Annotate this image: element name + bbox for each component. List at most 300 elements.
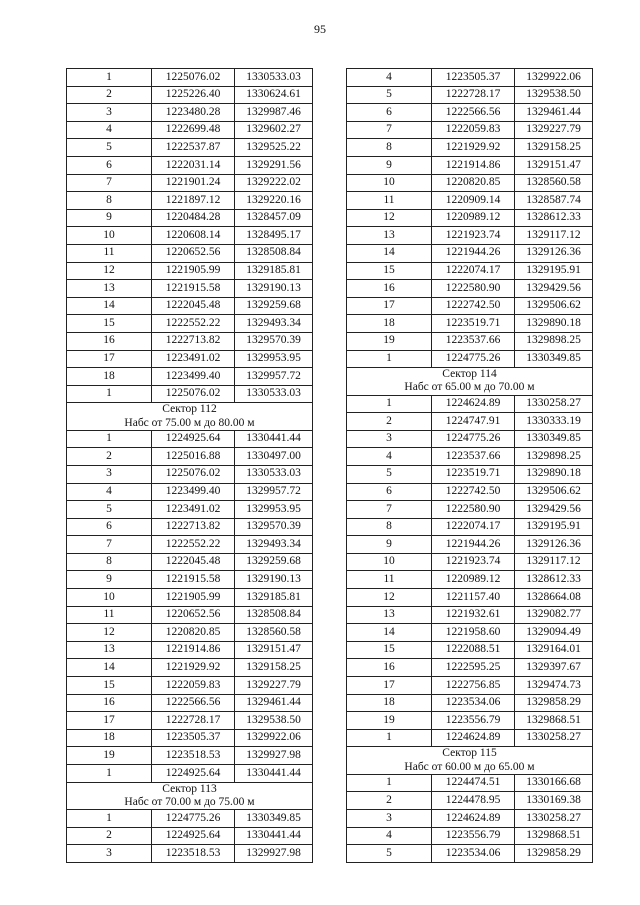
point-number-cell: 3 xyxy=(67,104,152,122)
x-coordinate-cell: 1221923.74 xyxy=(432,553,515,571)
x-coordinate-cell: 1221932.61 xyxy=(432,606,515,624)
sector-title: Сектор 112 xyxy=(162,403,217,416)
table-row xyxy=(347,845,593,863)
point-number-cell: 13 xyxy=(347,606,432,624)
point-number-cell: 1 xyxy=(347,350,432,368)
point-number-cell: 3 xyxy=(347,810,432,828)
table-row xyxy=(67,192,313,210)
table-row xyxy=(347,121,593,139)
point-number-cell: 2 xyxy=(67,86,152,104)
sector-header xyxy=(347,368,593,395)
table-row xyxy=(67,465,313,483)
x-coordinate-cell: 1223491.02 xyxy=(152,350,235,368)
table-row xyxy=(347,553,593,571)
table-row xyxy=(67,571,313,589)
table-row xyxy=(347,280,593,298)
y-coordinate-cell: 1330533.03 xyxy=(235,465,313,483)
x-coordinate-cell: 1221915.58 xyxy=(152,280,235,298)
y-coordinate-cell: 1329126.36 xyxy=(515,536,593,554)
point-number-cell: 3 xyxy=(67,465,152,483)
table-row xyxy=(67,104,313,122)
table-row xyxy=(347,659,593,677)
y-coordinate-cell: 1329987.46 xyxy=(235,104,313,122)
point-number-cell: 2 xyxy=(347,413,432,431)
y-coordinate-cell: 1330349.85 xyxy=(235,810,313,828)
point-number-cell: 5 xyxy=(347,845,432,863)
y-coordinate-cell: 1329185.81 xyxy=(235,589,313,607)
x-coordinate-cell: 1220608.14 xyxy=(152,227,235,245)
x-coordinate-cell: 1223480.28 xyxy=(152,104,235,122)
point-number-cell: 14 xyxy=(67,659,152,677)
x-coordinate-cell: 1225226.40 xyxy=(152,86,235,104)
sector-header-row xyxy=(67,782,313,809)
point-number-cell: 9 xyxy=(347,156,432,174)
table-row xyxy=(347,589,593,607)
y-coordinate-cell: 1329220.16 xyxy=(235,192,313,210)
x-coordinate-cell: 1223518.53 xyxy=(152,845,235,863)
y-coordinate-cell: 1329126.36 xyxy=(515,244,593,262)
table-row xyxy=(67,244,313,262)
y-coordinate-cell: 1329570.39 xyxy=(235,518,313,536)
table-row xyxy=(347,774,593,792)
y-coordinate-cell: 1330349.85 xyxy=(515,430,593,448)
table-row xyxy=(67,501,313,519)
y-coordinate-cell: 1329082.77 xyxy=(515,606,593,624)
table-row xyxy=(347,227,593,245)
y-coordinate-cell: 1330441.44 xyxy=(235,430,313,448)
table-row xyxy=(347,501,593,519)
point-number-cell: 3 xyxy=(67,845,152,863)
x-coordinate-cell: 1222031.14 xyxy=(152,156,235,174)
point-number-cell: 3 xyxy=(347,430,432,448)
table-row xyxy=(67,350,313,368)
table-row xyxy=(347,86,593,104)
table-row xyxy=(347,518,593,536)
sector-title: Сектор 114 xyxy=(442,368,497,381)
table-row xyxy=(347,712,593,730)
x-coordinate-cell: 1224925.64 xyxy=(152,827,235,845)
point-number-cell: 18 xyxy=(347,315,432,333)
table-row xyxy=(67,765,313,783)
table-row xyxy=(347,483,593,501)
sector-header-row xyxy=(347,747,593,774)
y-coordinate-cell: 1330497.00 xyxy=(235,448,313,466)
point-number-cell: 4 xyxy=(67,121,152,139)
table-row xyxy=(347,315,593,333)
x-coordinate-cell: 1222699.48 xyxy=(152,121,235,139)
x-coordinate-cell: 1222595.25 xyxy=(432,659,515,677)
point-number-cell: 18 xyxy=(67,729,152,747)
point-number-cell: 15 xyxy=(67,677,152,695)
point-number-cell: 7 xyxy=(67,536,152,554)
x-coordinate-cell: 1225016.88 xyxy=(152,448,235,466)
sector-height-range: Набс от 60.00 м до 65.00 м xyxy=(404,760,535,773)
point-number-cell: 12 xyxy=(67,262,152,280)
point-number-cell: 5 xyxy=(67,501,152,519)
y-coordinate-cell: 1329195.91 xyxy=(515,518,593,536)
y-coordinate-cell: 1329890.18 xyxy=(515,315,593,333)
x-coordinate-cell: 1220909.14 xyxy=(432,192,515,210)
x-coordinate-cell: 1222537.87 xyxy=(152,139,235,157)
point-number-cell: 1 xyxy=(347,395,432,413)
table-row xyxy=(67,280,313,298)
table-row xyxy=(347,729,593,747)
point-number-cell: 1 xyxy=(67,385,152,403)
x-coordinate-cell: 1224775.26 xyxy=(432,430,515,448)
table-row xyxy=(67,86,313,104)
point-number-cell: 12 xyxy=(347,589,432,607)
y-coordinate-cell: 1329953.95 xyxy=(235,350,313,368)
point-number-cell: 4 xyxy=(67,483,152,501)
y-coordinate-cell: 1329506.62 xyxy=(515,297,593,315)
point-number-cell: 5 xyxy=(67,139,152,157)
x-coordinate-cell: 1222756.85 xyxy=(432,677,515,695)
point-number-cell: 17 xyxy=(347,677,432,695)
x-coordinate-cell: 1221905.99 xyxy=(152,262,235,280)
y-coordinate-cell: 1328508.84 xyxy=(235,244,313,262)
table-row xyxy=(347,244,593,262)
y-coordinate-cell: 1329461.44 xyxy=(515,104,593,122)
table-row xyxy=(67,297,313,315)
y-coordinate-cell: 1329190.13 xyxy=(235,571,313,589)
table-row xyxy=(347,69,593,87)
x-coordinate-cell: 1224624.89 xyxy=(432,810,515,828)
coordinates-table-right xyxy=(346,68,593,863)
point-number-cell: 11 xyxy=(67,244,152,262)
x-coordinate-cell: 1221929.92 xyxy=(152,659,235,677)
point-number-cell: 1 xyxy=(67,430,152,448)
y-coordinate-cell: 1329117.12 xyxy=(515,227,593,245)
y-coordinate-cell: 1329291.56 xyxy=(235,156,313,174)
table-row xyxy=(67,332,313,350)
point-number-cell: 11 xyxy=(347,571,432,589)
x-coordinate-cell: 1221944.26 xyxy=(432,536,515,554)
y-coordinate-cell: 1329957.72 xyxy=(235,368,313,386)
y-coordinate-cell: 1329858.29 xyxy=(515,694,593,712)
x-coordinate-cell: 1222552.22 xyxy=(152,536,235,554)
x-coordinate-cell: 1223534.06 xyxy=(432,694,515,712)
y-coordinate-cell: 1329538.50 xyxy=(235,712,313,730)
y-coordinate-cell: 1330533.03 xyxy=(235,385,313,403)
sector-height-range: Набс от 70.00 м до 75.00 м xyxy=(124,795,255,808)
y-coordinate-cell: 1328612.33 xyxy=(515,571,593,589)
table-row xyxy=(347,536,593,554)
table-row xyxy=(347,262,593,280)
x-coordinate-cell: 1222045.48 xyxy=(152,553,235,571)
point-number-cell: 8 xyxy=(347,139,432,157)
table-row xyxy=(67,315,313,333)
table-row xyxy=(67,827,313,845)
point-number-cell: 7 xyxy=(347,121,432,139)
point-number-cell: 12 xyxy=(347,209,432,227)
y-coordinate-cell: 1328560.58 xyxy=(235,624,313,642)
point-number-cell: 1 xyxy=(67,765,152,783)
table-row xyxy=(347,810,593,828)
x-coordinate-cell: 1223518.53 xyxy=(152,747,235,765)
x-coordinate-cell: 1223556.79 xyxy=(432,712,515,730)
x-coordinate-cell: 1224624.89 xyxy=(432,729,515,747)
table-row xyxy=(67,589,313,607)
point-number-cell: 2 xyxy=(67,827,152,845)
table-row xyxy=(67,606,313,624)
table-row xyxy=(67,448,313,466)
y-coordinate-cell: 1330258.27 xyxy=(515,729,593,747)
y-coordinate-cell: 1330166.68 xyxy=(515,774,593,792)
x-coordinate-cell: 1221915.58 xyxy=(152,571,235,589)
table-row xyxy=(347,448,593,466)
x-coordinate-cell: 1222728.17 xyxy=(432,86,515,104)
sector-title: Сектор 113 xyxy=(162,782,217,795)
x-coordinate-cell: 1223491.02 xyxy=(152,501,235,519)
y-coordinate-cell: 1330333.19 xyxy=(515,413,593,431)
point-number-cell: 18 xyxy=(347,694,432,712)
point-number-cell: 6 xyxy=(67,156,152,174)
x-coordinate-cell: 1222742.50 xyxy=(432,297,515,315)
x-coordinate-cell: 1221914.86 xyxy=(152,641,235,659)
x-coordinate-cell: 1223499.40 xyxy=(152,483,235,501)
point-number-cell: 5 xyxy=(347,465,432,483)
y-coordinate-cell: 1330169.38 xyxy=(515,792,593,810)
table-row xyxy=(67,174,313,192)
x-coordinate-cell: 1224747.91 xyxy=(432,413,515,431)
x-coordinate-cell: 1222059.83 xyxy=(152,677,235,695)
sector-title: Сектор 115 xyxy=(442,747,497,760)
y-coordinate-cell: 1329506.62 xyxy=(515,483,593,501)
x-coordinate-cell: 1223519.71 xyxy=(432,315,515,333)
point-number-cell: 1 xyxy=(347,774,432,792)
x-coordinate-cell: 1223519.71 xyxy=(432,465,515,483)
y-coordinate-cell: 1328508.84 xyxy=(235,606,313,624)
x-coordinate-cell: 1224925.64 xyxy=(152,430,235,448)
x-coordinate-cell: 1221897.12 xyxy=(152,192,235,210)
x-coordinate-cell: 1221929.92 xyxy=(432,139,515,157)
y-coordinate-cell: 1330533.03 xyxy=(235,69,313,87)
x-coordinate-cell: 1222088.51 xyxy=(432,641,515,659)
point-number-cell: 10 xyxy=(67,227,152,245)
x-coordinate-cell: 1221944.26 xyxy=(432,244,515,262)
sector-header-row xyxy=(347,368,593,395)
x-coordinate-cell: 1222742.50 xyxy=(432,483,515,501)
table-row xyxy=(347,624,593,642)
point-number-cell: 15 xyxy=(67,315,152,333)
point-number-cell: 13 xyxy=(67,280,152,298)
table-row xyxy=(67,729,313,747)
y-coordinate-cell: 1329570.39 xyxy=(235,332,313,350)
point-number-cell: 15 xyxy=(347,641,432,659)
point-number-cell: 12 xyxy=(67,624,152,642)
table-row xyxy=(67,624,313,642)
x-coordinate-cell: 1222074.17 xyxy=(432,518,515,536)
table-row xyxy=(347,606,593,624)
point-number-cell: 13 xyxy=(347,227,432,245)
x-coordinate-cell: 1223556.79 xyxy=(432,827,515,845)
y-coordinate-cell: 1329429.56 xyxy=(515,280,593,298)
y-coordinate-cell: 1329953.95 xyxy=(235,501,313,519)
y-coordinate-cell: 1329461.44 xyxy=(235,694,313,712)
x-coordinate-cell: 1220652.56 xyxy=(152,244,235,262)
x-coordinate-cell: 1223537.66 xyxy=(432,448,515,466)
y-coordinate-cell: 1330258.27 xyxy=(515,810,593,828)
table-row xyxy=(347,694,593,712)
y-coordinate-cell: 1329538.50 xyxy=(515,86,593,104)
y-coordinate-cell: 1329922.06 xyxy=(515,69,593,87)
y-coordinate-cell: 1329927.98 xyxy=(235,747,313,765)
x-coordinate-cell: 1222059.83 xyxy=(432,121,515,139)
y-coordinate-cell: 1330258.27 xyxy=(515,395,593,413)
point-number-cell: 17 xyxy=(67,350,152,368)
table-row xyxy=(67,659,313,677)
table-row xyxy=(67,227,313,245)
y-coordinate-cell: 1329868.51 xyxy=(515,712,593,730)
x-coordinate-cell: 1223537.66 xyxy=(432,332,515,350)
y-coordinate-cell: 1329195.91 xyxy=(515,262,593,280)
point-number-cell: 2 xyxy=(67,448,152,466)
y-coordinate-cell: 1329397.67 xyxy=(515,659,593,677)
x-coordinate-cell: 1225076.02 xyxy=(152,385,235,403)
point-number-cell: 5 xyxy=(347,86,432,104)
y-coordinate-cell: 1328664.08 xyxy=(515,589,593,607)
x-coordinate-cell: 1220989.12 xyxy=(432,571,515,589)
point-number-cell: 19 xyxy=(347,332,432,350)
table-row xyxy=(347,209,593,227)
point-number-cell: 9 xyxy=(67,209,152,227)
table-row xyxy=(347,297,593,315)
point-number-cell: 10 xyxy=(347,553,432,571)
table-row xyxy=(347,104,593,122)
x-coordinate-cell: 1222045.48 xyxy=(152,297,235,315)
point-number-cell: 1 xyxy=(347,729,432,747)
table-row xyxy=(67,139,313,157)
sector-header-row xyxy=(67,403,313,430)
y-coordinate-cell: 1329898.25 xyxy=(515,332,593,350)
sector-header xyxy=(67,403,313,430)
x-coordinate-cell: 1223505.37 xyxy=(432,69,515,87)
point-number-cell: 14 xyxy=(347,624,432,642)
x-coordinate-cell: 1224478.95 xyxy=(432,792,515,810)
y-coordinate-cell: 1329094.49 xyxy=(515,624,593,642)
table-row xyxy=(347,827,593,845)
table-row xyxy=(347,571,593,589)
point-number-cell: 9 xyxy=(67,571,152,589)
y-coordinate-cell: 1330349.85 xyxy=(515,350,593,368)
y-coordinate-cell: 1329158.25 xyxy=(235,659,313,677)
y-coordinate-cell: 1329868.51 xyxy=(515,827,593,845)
x-coordinate-cell: 1220820.85 xyxy=(432,174,515,192)
table-row xyxy=(347,395,593,413)
point-number-cell: 18 xyxy=(67,368,152,386)
y-coordinate-cell: 1329922.06 xyxy=(235,729,313,747)
table-row xyxy=(347,641,593,659)
point-number-cell: 6 xyxy=(67,518,152,536)
point-number-cell: 13 xyxy=(67,641,152,659)
point-number-cell: 8 xyxy=(67,192,152,210)
x-coordinate-cell: 1222713.82 xyxy=(152,518,235,536)
table-row xyxy=(67,430,313,448)
table-row xyxy=(67,641,313,659)
y-coordinate-cell: 1328587.74 xyxy=(515,192,593,210)
table-row xyxy=(347,174,593,192)
x-coordinate-cell: 1221914.86 xyxy=(432,156,515,174)
y-coordinate-cell: 1329898.25 xyxy=(515,448,593,466)
y-coordinate-cell: 1328560.58 xyxy=(515,174,593,192)
table-row xyxy=(67,553,313,571)
x-coordinate-cell: 1220820.85 xyxy=(152,624,235,642)
point-number-cell: 11 xyxy=(347,192,432,210)
y-coordinate-cell: 1329858.29 xyxy=(515,845,593,863)
y-coordinate-cell: 1329525.22 xyxy=(235,139,313,157)
point-number-cell: 16 xyxy=(67,332,152,350)
table-row xyxy=(347,792,593,810)
point-number-cell: 8 xyxy=(67,553,152,571)
x-coordinate-cell: 1224925.64 xyxy=(152,765,235,783)
y-coordinate-cell: 1329602.27 xyxy=(235,121,313,139)
point-number-cell: 2 xyxy=(347,792,432,810)
table-row xyxy=(67,536,313,554)
table-row xyxy=(67,385,313,403)
y-coordinate-cell: 1329117.12 xyxy=(515,553,593,571)
point-number-cell: 7 xyxy=(347,501,432,519)
point-number-cell: 17 xyxy=(347,297,432,315)
x-coordinate-cell: 1224474.51 xyxy=(432,774,515,792)
x-coordinate-cell: 1222074.17 xyxy=(432,262,515,280)
point-number-cell: 17 xyxy=(67,712,152,730)
coordinates-table-left xyxy=(66,68,313,863)
table-row xyxy=(347,413,593,431)
table-row xyxy=(347,465,593,483)
point-number-cell: 7 xyxy=(67,174,152,192)
x-coordinate-cell: 1224624.89 xyxy=(432,395,515,413)
y-coordinate-cell: 1329927.98 xyxy=(235,845,313,863)
point-number-cell: 14 xyxy=(67,297,152,315)
x-coordinate-cell: 1220652.56 xyxy=(152,606,235,624)
table-row xyxy=(347,192,593,210)
point-number-cell: 1 xyxy=(67,69,152,87)
x-coordinate-cell: 1224775.26 xyxy=(432,350,515,368)
point-number-cell: 10 xyxy=(347,174,432,192)
y-coordinate-cell: 1329227.79 xyxy=(235,677,313,695)
y-coordinate-cell: 1329190.13 xyxy=(235,280,313,298)
x-coordinate-cell: 1222566.56 xyxy=(432,104,515,122)
x-coordinate-cell: 1222713.82 xyxy=(152,332,235,350)
y-coordinate-cell: 1329493.34 xyxy=(235,536,313,554)
point-number-cell: 4 xyxy=(347,69,432,87)
point-number-cell: 15 xyxy=(347,262,432,280)
table-row xyxy=(67,694,313,712)
x-coordinate-cell: 1222728.17 xyxy=(152,712,235,730)
y-coordinate-cell: 1329158.25 xyxy=(515,139,593,157)
y-coordinate-cell: 1328495.17 xyxy=(235,227,313,245)
y-coordinate-cell: 1329259.68 xyxy=(235,553,313,571)
x-coordinate-cell: 1221958.60 xyxy=(432,624,515,642)
y-coordinate-cell: 1330624.61 xyxy=(235,86,313,104)
table-row xyxy=(347,156,593,174)
y-coordinate-cell: 1329151.47 xyxy=(515,156,593,174)
sector-height-range: Набс от 75.00 м до 80.00 м xyxy=(124,416,255,429)
table-row xyxy=(67,209,313,227)
table-row xyxy=(67,483,313,501)
y-coordinate-cell: 1330441.44 xyxy=(235,765,313,783)
table-row xyxy=(347,350,593,368)
point-number-cell: 19 xyxy=(347,712,432,730)
point-number-cell: 4 xyxy=(347,827,432,845)
point-number-cell: 9 xyxy=(347,536,432,554)
table-row xyxy=(67,677,313,695)
y-coordinate-cell: 1328457.09 xyxy=(235,209,313,227)
table-row xyxy=(347,332,593,350)
x-coordinate-cell: 1222580.90 xyxy=(432,280,515,298)
x-coordinate-cell: 1220989.12 xyxy=(432,209,515,227)
x-coordinate-cell: 1225076.02 xyxy=(152,465,235,483)
